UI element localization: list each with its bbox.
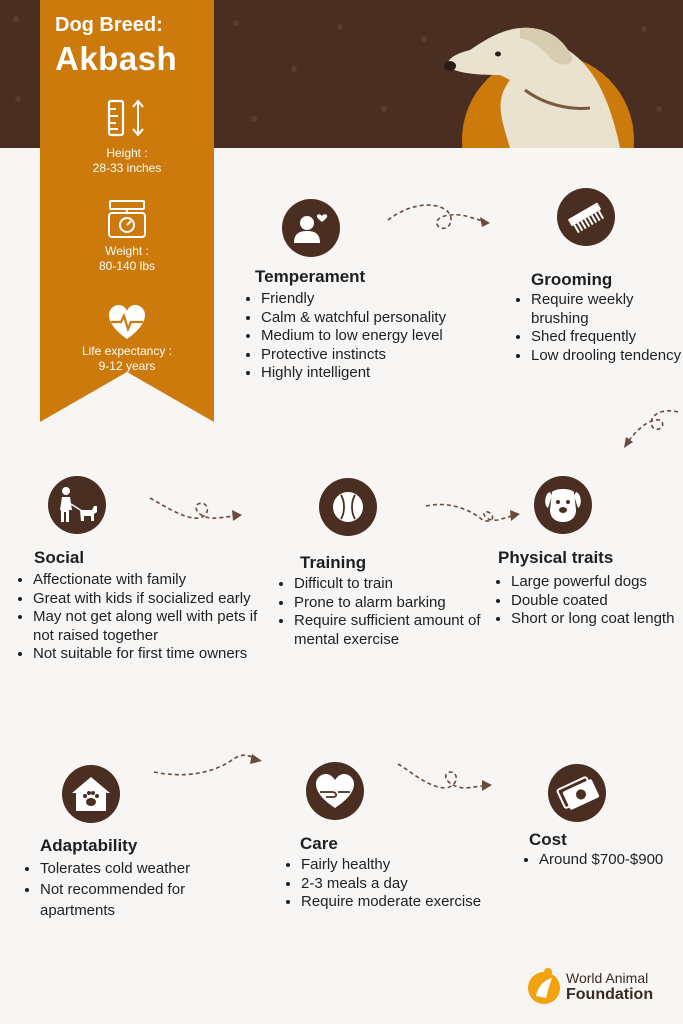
dashed-arrow-icon xyxy=(396,758,496,798)
list-item: • Require moderate exercise xyxy=(301,893,491,912)
social-list xyxy=(13,571,278,664)
temperament-list xyxy=(241,290,521,383)
social-icon xyxy=(48,476,106,534)
dashed-arrow-icon xyxy=(152,748,266,780)
cost-title: Cost xyxy=(529,830,567,849)
list-item: • Prone to alarm barking xyxy=(294,594,494,613)
dashed-arrow-icon xyxy=(386,196,496,244)
care-title: Care xyxy=(300,834,338,853)
list-item: • Short or long coat length xyxy=(511,610,683,629)
heartbeat-icon xyxy=(107,303,147,341)
dog-photo xyxy=(440,20,640,148)
list-item: • Friendly xyxy=(261,290,521,309)
dashed-arrow-icon xyxy=(424,492,524,532)
paw-print-icon: ● xyxy=(250,110,259,126)
care-icon xyxy=(306,762,364,820)
list-item: • Double coated xyxy=(511,592,683,611)
list-item: • Medium to low energy level xyxy=(261,327,521,346)
list-item: • Fairly healthy xyxy=(301,856,491,875)
list-item: • Calm & watchful personality xyxy=(261,309,521,328)
adaptability-list xyxy=(20,858,260,921)
temperament-icon xyxy=(282,199,340,257)
paw-print-icon: ● xyxy=(232,14,241,30)
physical-traits-icon xyxy=(534,476,592,534)
cost-list xyxy=(519,851,679,870)
height-label: Height : xyxy=(106,146,148,160)
list-item: • Not recommended for apartments xyxy=(40,879,260,921)
logo-line-1: World Animal xyxy=(566,970,649,986)
training-icon xyxy=(319,478,377,536)
physical-traits-title: Physical traits xyxy=(498,548,614,567)
list-item: • Low drooling tendency xyxy=(531,347,683,366)
height-value: 28-33 inches xyxy=(92,161,162,175)
list-item: • Require weekly brushing xyxy=(531,291,683,328)
life-expectancy-label: Life expectancy : xyxy=(81,344,173,358)
list-item: • Highly intelligent xyxy=(261,364,521,383)
grooming-list xyxy=(511,291,683,365)
height-ruler-icon xyxy=(106,98,148,138)
list-item: • Large powerful dogs xyxy=(511,573,683,592)
paw-print-icon: ● xyxy=(380,100,389,116)
list-item: • Great with kids if socialized early xyxy=(33,590,278,609)
list-item: • 2-3 meals a day xyxy=(301,875,491,894)
paw-print-icon: ● xyxy=(12,10,21,26)
weight-scale-icon xyxy=(106,198,148,240)
breed-name: Akbash xyxy=(55,40,178,77)
paw-print-icon: ● xyxy=(420,30,429,46)
list-item: • Not suitable for first time owners xyxy=(33,645,278,664)
weight-value: 80-140 lbs xyxy=(98,259,156,273)
physical-traits-list xyxy=(491,573,683,629)
list-item: • Shed frequently xyxy=(531,328,683,347)
dashed-arrow-icon xyxy=(618,404,680,452)
list-item: • May not get along well with pets if not raised together xyxy=(33,608,278,645)
temperament-title: Temperament xyxy=(255,267,366,286)
life-expectancy-value: 9-12 years xyxy=(98,359,156,373)
adaptability-title: Adaptability xyxy=(40,836,138,855)
list-item: • Around $700-$900 xyxy=(539,851,679,870)
list-item: • Protective instincts xyxy=(261,346,521,365)
paw-print-icon: ● xyxy=(640,20,649,36)
paw-print-icon: ● xyxy=(14,90,23,106)
social-title: Social xyxy=(34,548,85,567)
weight-label: Weight : xyxy=(105,244,149,258)
paw-print-icon: ● xyxy=(336,18,345,34)
list-item: • Tolerates cold weather xyxy=(40,858,260,879)
world-animal-foundation-logo-icon xyxy=(526,966,562,1006)
grooming-icon xyxy=(557,188,615,246)
paw-print-icon: ● xyxy=(290,60,299,76)
list-item: • Difficult to train xyxy=(294,575,494,594)
paw-print-icon: ● xyxy=(655,100,664,116)
training-list xyxy=(274,575,494,649)
list-item: • Require sufficient amount of mental exercise xyxy=(294,612,494,649)
grooming-title: Grooming xyxy=(531,270,613,289)
list-item: • Affectionate with family xyxy=(33,571,278,590)
training-title: Training xyxy=(300,553,367,572)
banner-title: Dog Breed: xyxy=(55,14,163,36)
adaptability-icon xyxy=(62,765,120,823)
care-list xyxy=(281,856,491,912)
cost-icon xyxy=(548,764,606,822)
logo-line-2: Foundation xyxy=(566,986,654,1003)
